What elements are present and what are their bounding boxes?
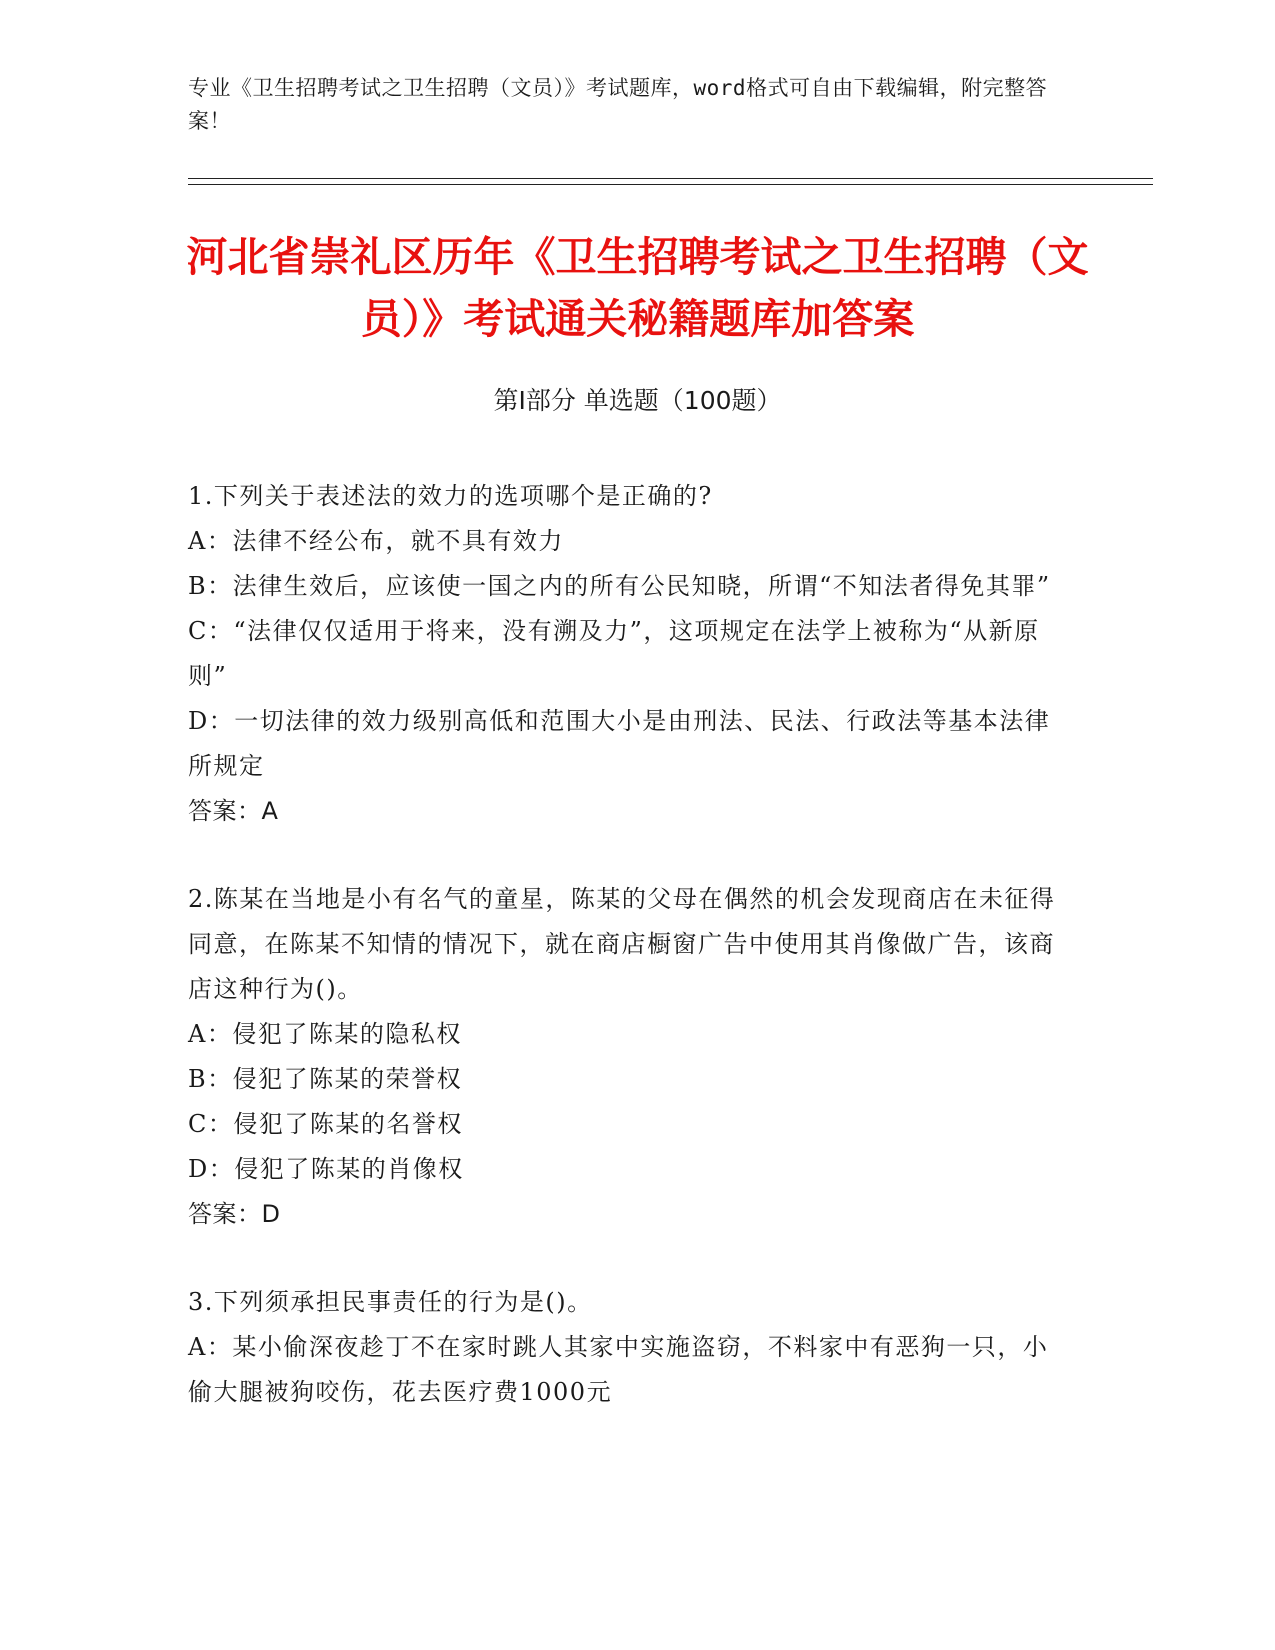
option-b: B：侵犯了陈某的荣誉权 [188,1065,463,1093]
answer: 答案：D [188,1200,281,1228]
option-d: D：侵犯了陈某的肖像权 [188,1155,464,1183]
option-b: B：法律生效后，应该使一国之内的所有公民知晓，所谓“不知法者得免其罪” [188,572,1051,600]
question-1 [188,474,1073,834]
header-note: 专业《卫生招聘考试之卫生招聘（文员）》考试题库，word格式可自由下载编辑，附完整答案！ [188,76,1048,133]
section-title: 第Ⅰ部分 单选题（100题） [493,386,782,415]
question-list [188,474,1073,1458]
document-title: 河北省崇礼区历年《卫生招聘考试之卫生招聘（文员）》考试通关秘籍题库加答案 [186,233,1089,343]
option-d: D：一切法律的效力级别高低和范围大小是由刑法、民法、行政法等基本法律所规定 [188,707,1051,780]
question-stem: 1.下列关于表述法的效力的选项哪个是正确的? [188,482,713,510]
option-c: C：侵犯了陈某的名誉权 [188,1110,463,1138]
question-3 [188,1280,1073,1415]
question-stem: 2.陈某在当地是小有名气的童星，陈某的父母在偶然的机会发现商店在未征得同意，在陈某不知情的情况下，就在商店橱窗广告中使用其肖像做广告，该商店这种行为()。 [188,885,1056,1003]
question-2 [188,877,1073,1237]
header-divider [188,178,1153,179]
option-c: C：“法律仅仅适用于将来，没有溯及力”，这项规定在法学上被称为“从新原则” [188,617,1040,690]
option-a: A：侵犯了陈某的隐私权 [188,1020,462,1048]
header-divider [188,184,1153,185]
option-a: A：法律不经公布，就不具有效力 [188,527,564,555]
answer: 答案：A [188,797,279,825]
question-stem: 3.下列须承担民事责任的行为是()。 [188,1288,593,1316]
option-a: A：某小偷深夜趁丁不在家时跳人其家中实施盗窃，不料家中有恶狗一只，小偷大腿被狗咬伤，花去医疗费1000元 [188,1333,1049,1406]
